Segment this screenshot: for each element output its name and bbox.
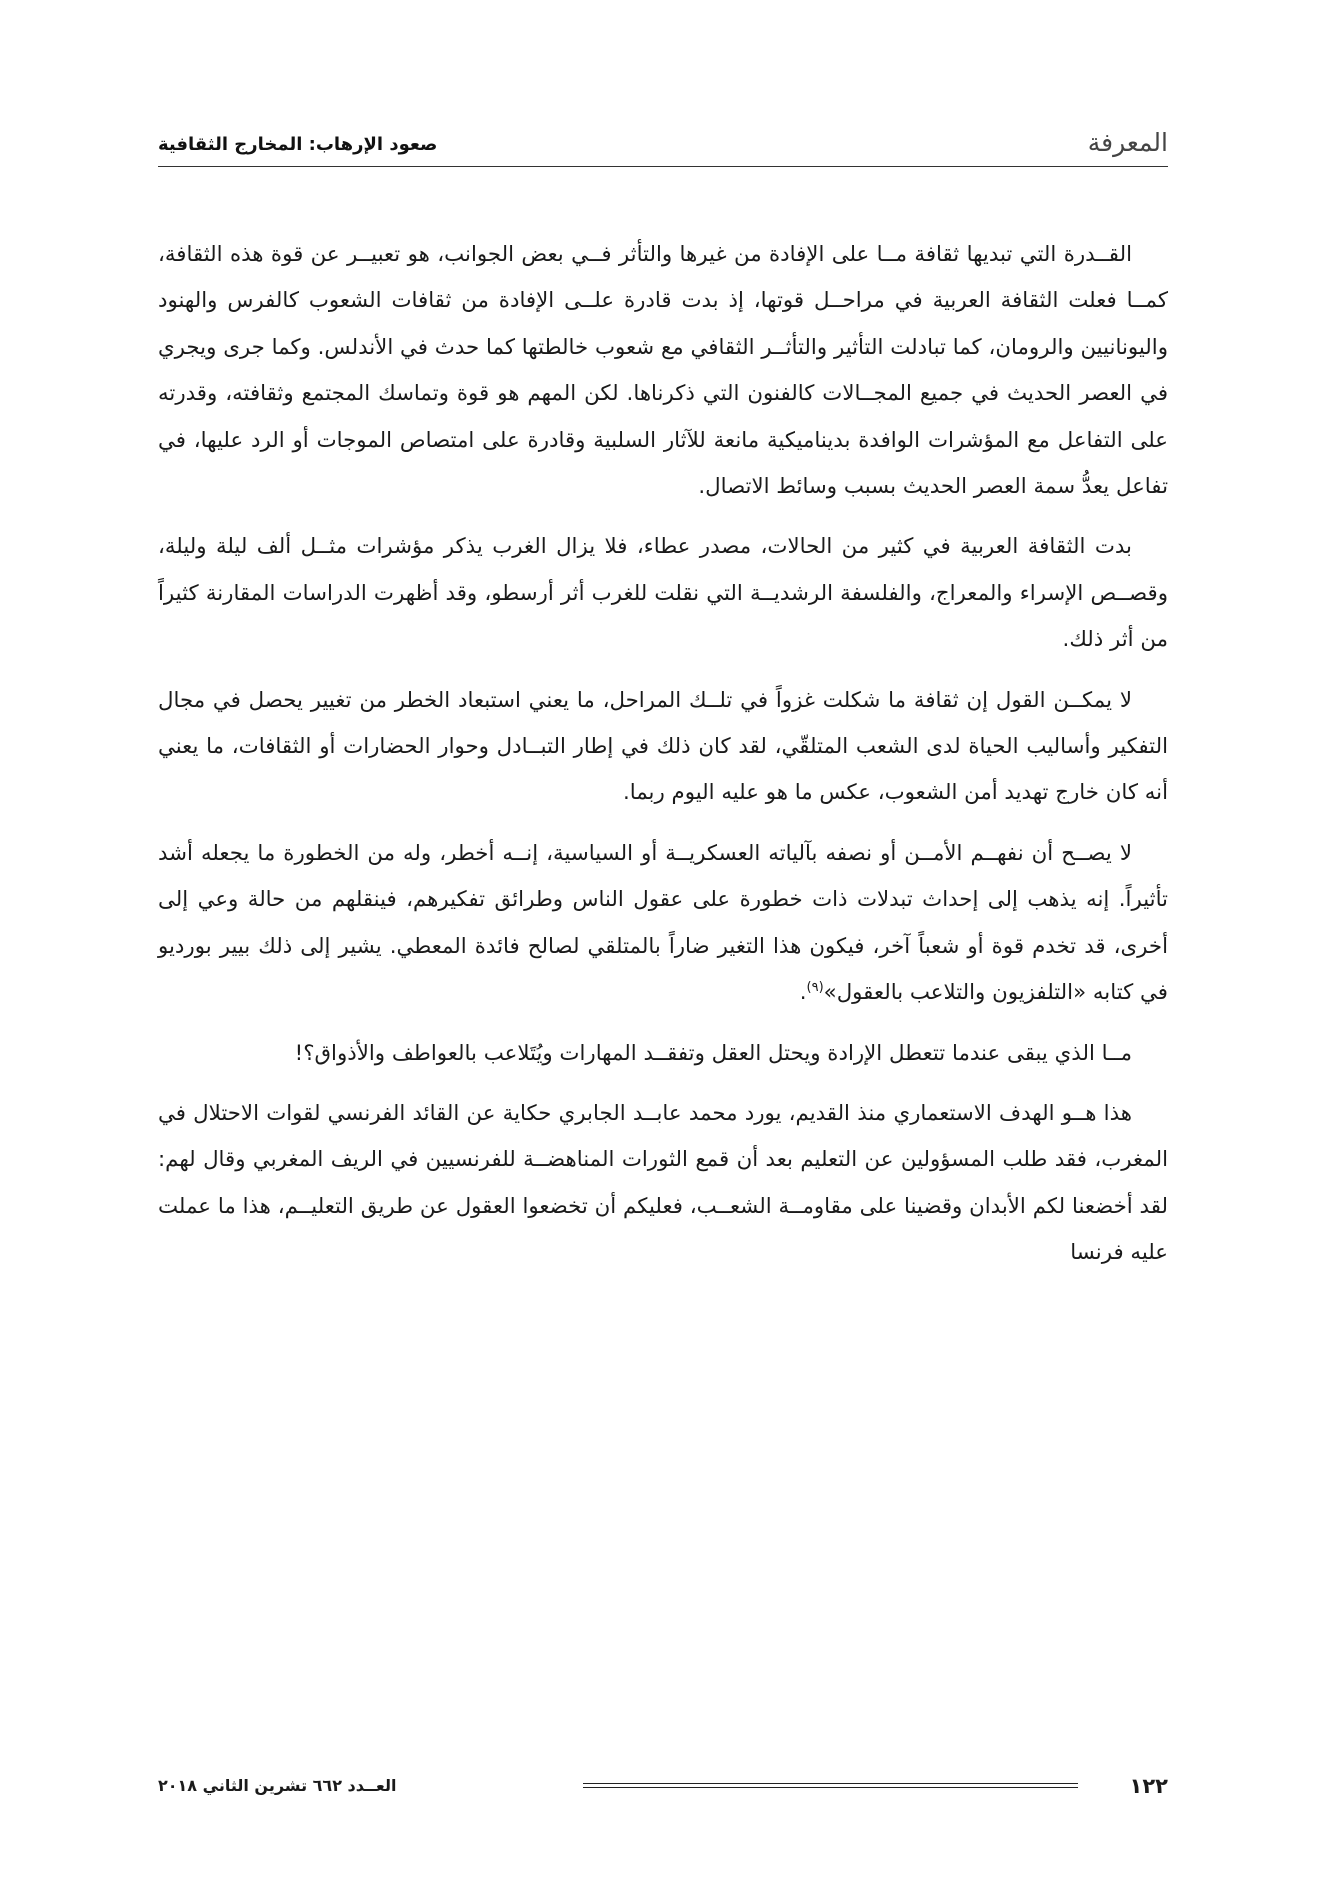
- paragraph-5: مــا الذي يبقى عندما تتعطل الإرادة ويحتل العقل وتفقــد المهارات ويُتَلاعب بالعواطف والأذواق؟!: [294, 1040, 1132, 1066]
- paragraph-6: هذا هــو الهدف الاستعماري منذ القديم، يورد محمد عابــد الجابري حكاية عن القائد الفرنسي لقوات الاحتلال في المغرب، فقد طلب المسؤولين عن التعليم بعد أن قمع الثورات المناهضــة للفرنسيين في الريف المغربي وقال لهم: لقد أخضعنا لكم الأبدان وقضينا على مقاومــة الشعــب، فعليكم أن تخضعوا العقول عن طريق التعليــم، هذا ما عملت عليه فرنسا: [158, 1100, 1168, 1266]
- page-header: [158, 120, 1168, 167]
- page-number: ١٢٢: [1129, 1774, 1168, 1798]
- paragraph-4-end: .: [799, 980, 807, 1006]
- paragraph-4-text: لا يصــح أن نفهــم الأمــن أو نصفه بآلياته العسكريــة أو السياسية، إنــه أخطر، وله من الخطورة ما يجعله أشد تأثيراً. إنه يذهب إلى إحداث تبدلات ذات خطورة على عقول الناس وطرائق تفكيرهم، فينقلهم من حالة وعي إلى أخرى، قد تخدم قوة أو شعباً آخر، فيكون هذا التغير ضاراً بالمتلقي لصالح فائدة المعطي. يشير إلى ذلك بيير بورديو في كتابه «التلفزيون والتلاعب بالعقول»: [158, 840, 1168, 1006]
- footnote-reference: (٩): [806, 980, 824, 995]
- issue-info: العــدد ٦٦٢ تشرين الثاني ٢٠١٨: [158, 1776, 397, 1795]
- paragraph-1: القــدرة التي تبديها ثقافة مــا على الإفادة من غيرها والتأثر فــي بعض الجوانب، هو تعبيــر عن قوة هذه الثقافة، كمــا فعلت الثقافة العربية في مراحــل قوتها، إذ بدت قادرة علــى الإفادة من ثقافات الشعوب كالفرس والهنود واليونانيين والرومان، كما تبادلت التأثير والتأثــر الثقافي مع شعوب خالطتها كما حدث في الأندلس. وكما جرى ويجري في العصر الحديث في جميع المجــالات كالفنون التي ذكرناها. لكن المهم هو قوة وتماسك المجتمع وثقافته، وقدرته على التفاعل مع المؤشرات الوافدة بديناميكية مانعة للآثار السلبية وقادرة على امتصاص الموجات أو الرد عليها، في تفاعل يعدُّ سمة العصر الحديث بسبب وسائط الاتصال.: [158, 242, 1168, 500]
- magazine-logo: المعرفة: [1087, 128, 1168, 157]
- paragraph-4: [158, 831, 1168, 1017]
- page-footer: [158, 1774, 1168, 1804]
- footer-divider: [583, 1783, 1078, 1788]
- article-body: [158, 232, 1168, 1291]
- running-title: صعود الإرهاب: المخارج الثقافية: [158, 134, 438, 155]
- paragraph-2: بدت الثقافة العربية في كثير من الحالات، مصدر عطاء، فلا يزال الغرب يذكر مؤشرات مثــل ألف ليلة وليلة، وقصــص الإسراء والمعراج، والفلسفة الرشديــة التي نقلت للغرب أثر أرسطو، وقد أظهرت الدراسات المقارنة كثيراً من أثر ذلك.: [158, 534, 1168, 653]
- paragraph-3: لا يمكــن القول إن ثقافة ما شكلت غزواً في تلــك المراحل، ما يعني استبعاد الخطر من تغيير يحصل في مجال التفكير وأساليب الحياة لدى الشعب المتلقّي، لقد كان ذلك في إطار التبــادل وحوار الحضارات أو الثقافات، ما يعني أنه كان خارج تهديد أمن الشعوب، عكس ما هو عليه اليوم ربما.: [158, 687, 1168, 806]
